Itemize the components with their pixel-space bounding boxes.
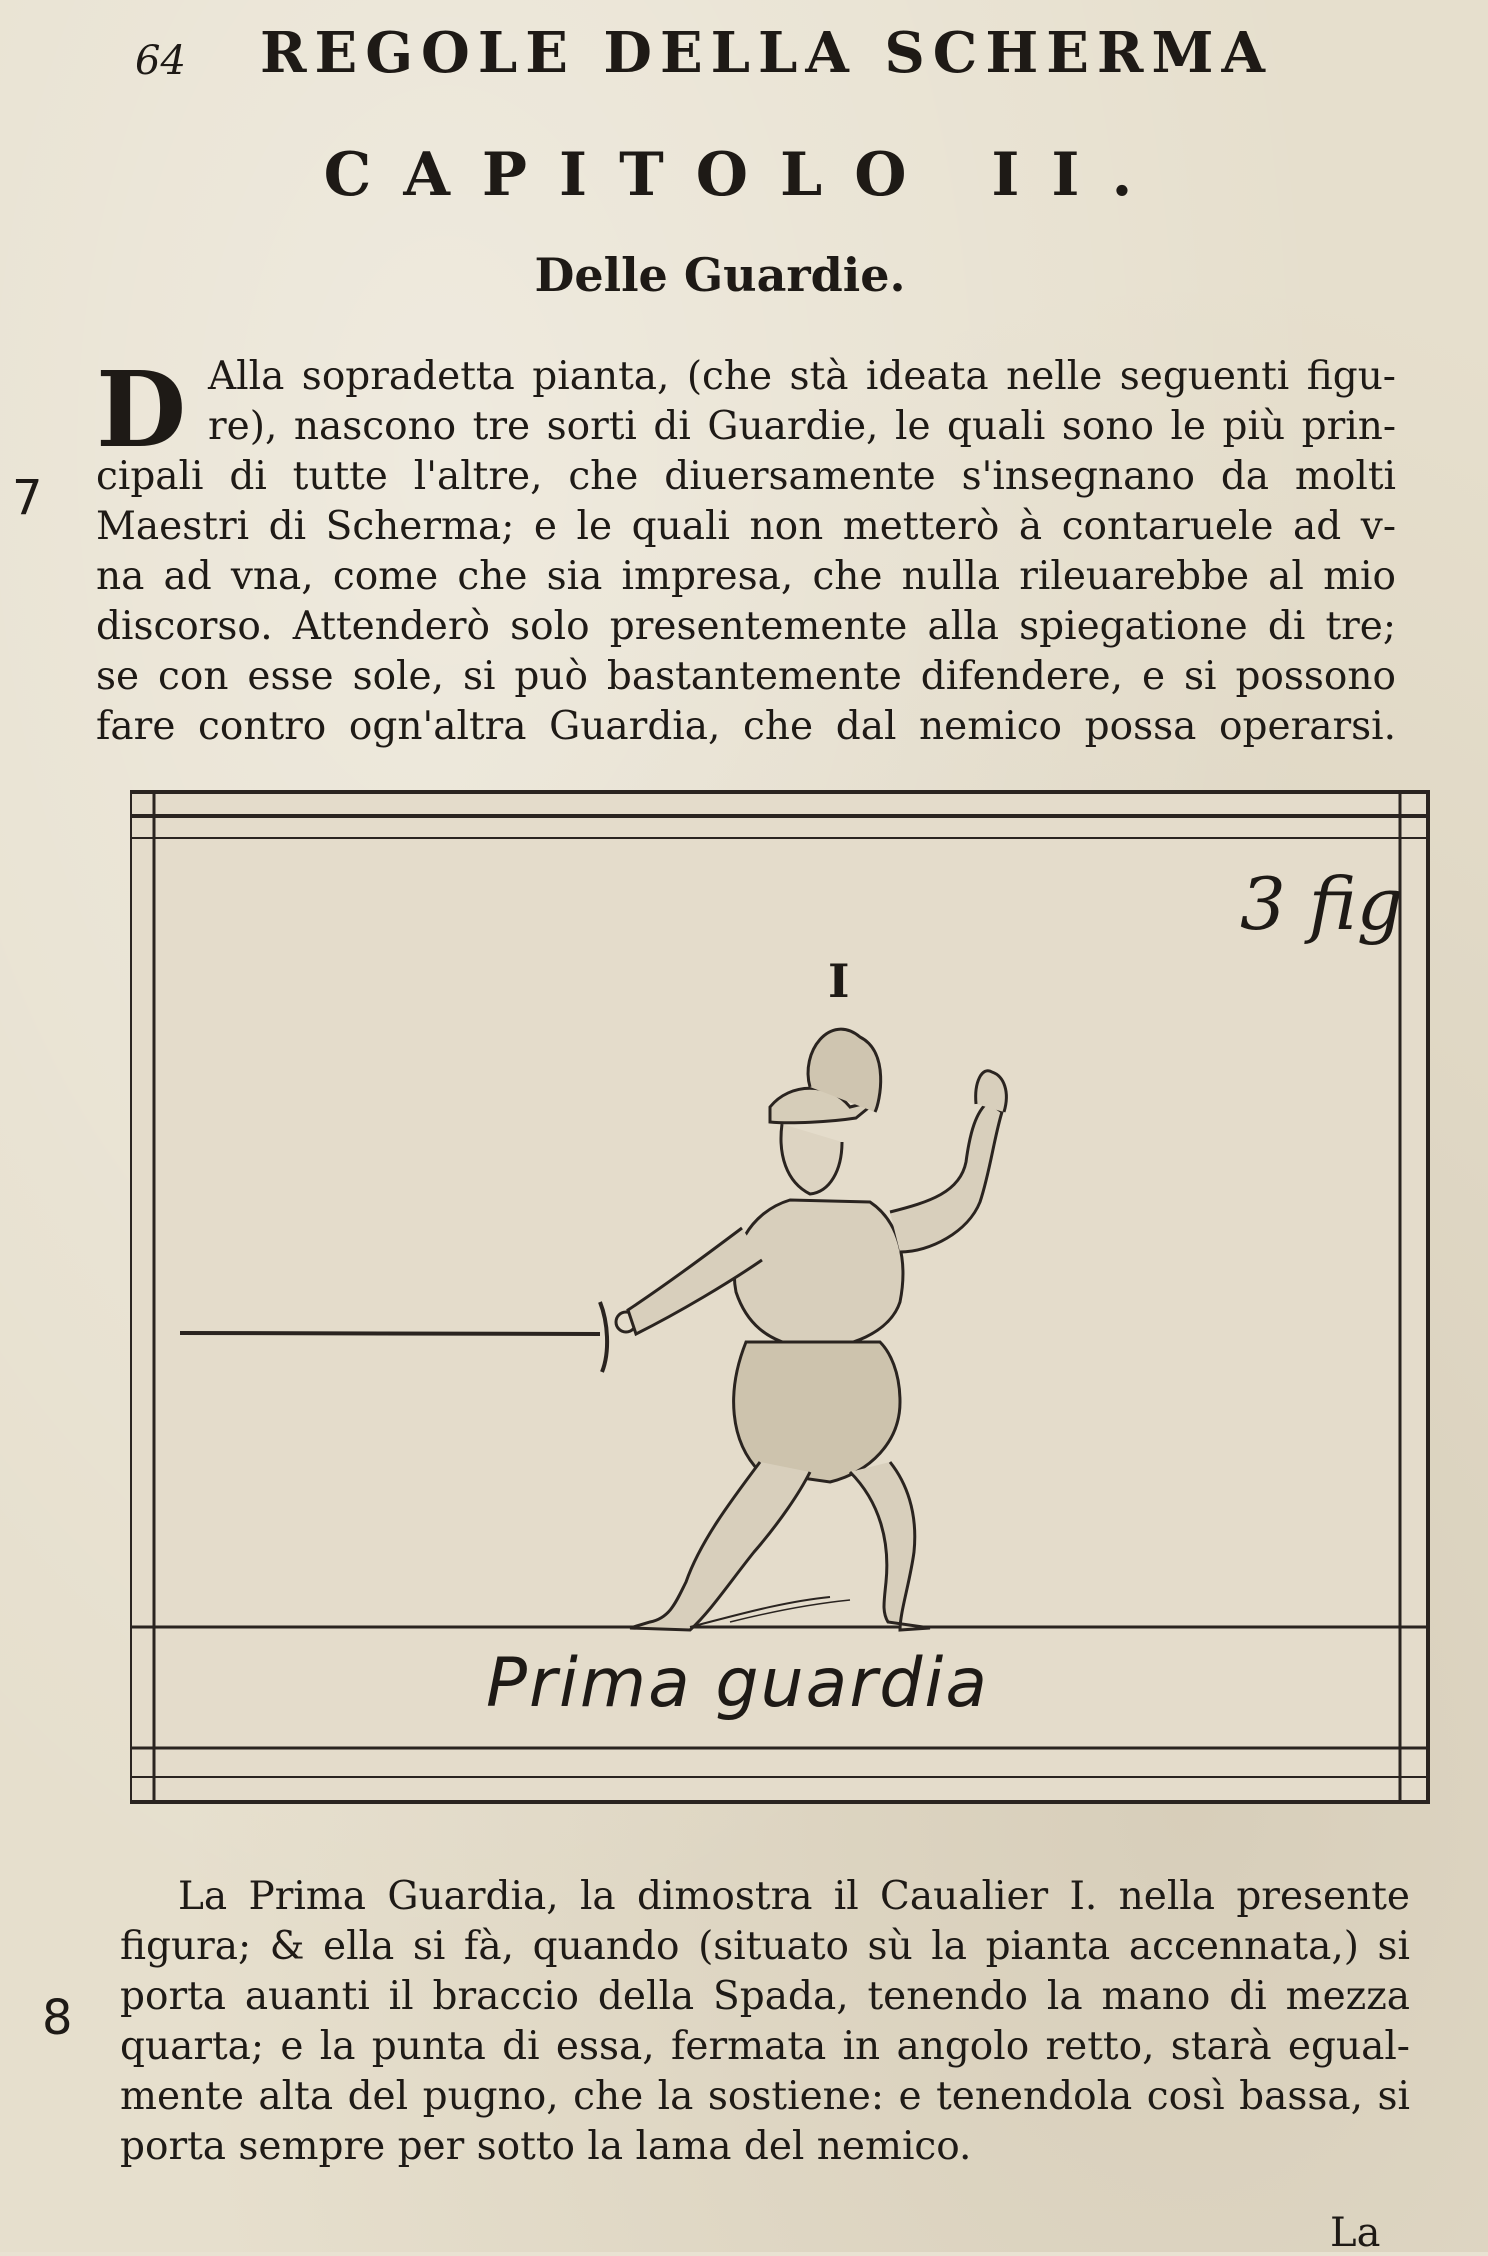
running-title: REGOLE DELLA SCHERMA (260, 20, 1273, 86)
text-line: fare contro ogn'altra Guardia, che dal nemico possa operarsi. (96, 704, 1396, 749)
text-line: porta auanti il braccio della Spada, tenendo la mano di mezza (120, 1974, 1410, 2019)
text-line: se con esse sole, si può bastantemente difendere, e si possono (96, 654, 1396, 699)
text-line: discorso. Attenderò solo presentemente alla spiegatione di tre; (96, 604, 1396, 649)
text-line: Maestri di Scherma; e le quali non metterò à contaruele ad v- (96, 504, 1396, 549)
handwritten-plate-reference: 3 fig (1240, 862, 1403, 946)
catchword: La (1330, 2210, 1381, 2256)
text-line: figura; & ella si fà, quando (situato sù la pianta accennata,) si (120, 1924, 1410, 1969)
page-number: 64 (135, 38, 186, 84)
text-line: Alla sopradetta pianta, (che stà ideata nelle seguenti figu- (208, 354, 1396, 399)
text-line: re), nascono tre sorti di Guardie, le quali sono le più prin- (208, 404, 1396, 449)
margin-note: 8 (42, 1990, 73, 2046)
text-line: cipali di tutte l'altre, che diuersamente s'insegnano da molti (96, 454, 1396, 499)
section-title: Delle Guardie. (534, 248, 906, 302)
chapter-heading: CAPITOLO II. (323, 140, 1165, 210)
text-line: quarta; e la punta di essa, fermata in angolo retto, starà egual- (120, 2024, 1410, 2069)
plate-caption: Prima guardia (486, 1644, 989, 1723)
text-line: na ad vna, come che sia impresa, che nulla rileuarebbe al mio (96, 554, 1396, 599)
engraving-plate (130, 782, 1430, 1822)
text-line: porta sempre per sotto la lama del nemico. (120, 2124, 972, 2169)
page-header (135, 20, 1273, 90)
paragraph-2 (120, 1872, 1410, 2172)
figure-number: I (828, 954, 850, 1008)
text-line: La Prima Guardia, la dimostra il Caualier I. nella presente (178, 1874, 1410, 1919)
text-line: mente alta del pugno, che la sostiene: e tenendola così bassa, si (120, 2074, 1410, 2119)
drop-cap: D (96, 348, 187, 471)
margin-note: 7 (12, 470, 43, 526)
paragraph-1 (96, 348, 1396, 752)
